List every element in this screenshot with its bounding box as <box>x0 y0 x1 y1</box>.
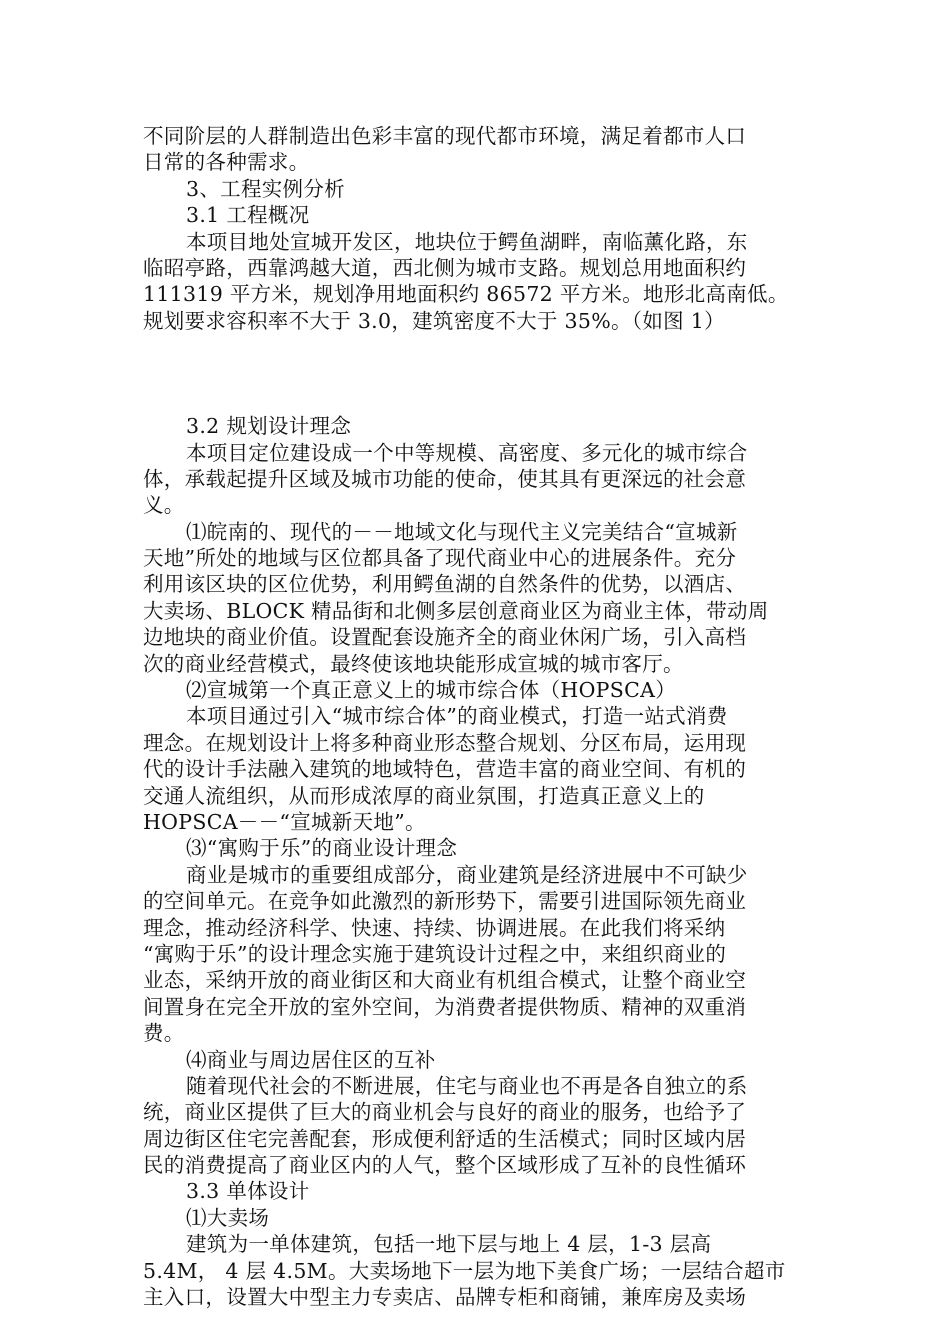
text-line: 的空间单元。在竞争如此激烈的新形势下，需要引进国际领先商业 <box>143 889 747 914</box>
subsection-heading: 3.3 单体设计 <box>186 1179 310 1204</box>
text-line: “寓购于乐”的设计理念实施于建筑设计过程之中，来组织商业的 <box>143 941 727 966</box>
text-line: 日常的各种需求。 <box>143 150 310 175</box>
subsection-heading: 3.1 工程概况 <box>186 203 310 228</box>
text-line: 本项目定位建设成一个中等规模、高密度、多元化的城市综合 <box>186 440 748 465</box>
text-line: 次的商业经营模式，最终使该地块能形成宣城的城市客厅。 <box>143 651 684 676</box>
text-line: 本项目地处宣城开发区，地块位于鳄鱼湖畔，南临薰化路，东 <box>186 229 748 254</box>
text-line: 大卖场、BLOCK 精品街和北侧多层创意商业区为商业主体，带动周 <box>143 598 769 623</box>
text-line: 利用该区块的区位优势，利用鳄鱼湖的自然条件的优势，以酒店、 <box>143 572 747 597</box>
text-line: 理念，推动经济科学、快速、持续、协调进展。在此我们将采纳 <box>143 915 726 940</box>
text-line: 间置身在完全开放的室外空间，为消费者提供物质、精神的双重消 <box>143 994 747 1019</box>
text-line: 建筑为一单体建筑，包括一地下层与地上 4 层，1-3 层高 <box>186 1232 712 1257</box>
item-heading: ⑶“寓购于乐”的商业设计理念 <box>186 836 458 861</box>
section-heading: 3、工程实例分析 <box>186 176 345 201</box>
text-line: 周边街区住宅完善配套，形成便利舒适的生活模式；同时区域内居 <box>143 1126 747 1151</box>
text-line: 业态，采纳开放的商业街区和大商业有机组合模式，让整个商业空 <box>143 968 747 993</box>
figure-gap <box>143 334 815 413</box>
text-line: 边地块的商业价值。设置配套设施齐全的商业休闲广场，引入高档 <box>143 625 747 650</box>
text-line: 规划要求容积率不大于 3.0，建筑密度不大于 35%。（如图 1） <box>143 308 725 333</box>
text-line: 不同阶层的人群制造出色彩丰富的现代都市环境，满足着都市人口 <box>143 124 747 148</box>
text-line: 随着现代社会的不断进展，住宅与商业也不再是各自独立的系 <box>186 1073 748 1098</box>
text-line: 代的设计手法融入建筑的地域特色，营造丰富的商业空间、有机的 <box>143 757 747 782</box>
text-line: HOPSCA－－“宣城新天地”。 <box>143 809 426 834</box>
text-line: 理念。在规划设计上将多种商业形态整合规划、分区布局，运用现 <box>143 730 747 755</box>
text-line: 5.4M， 4 层 4.5M。大卖场地下一层为地下美食广场；一层结合超市 <box>143 1258 786 1283</box>
text-line: ⑴皖南的、现代的－－地域文化与现代主义完美结合“宣城新 <box>186 519 738 544</box>
text-line: 本项目通过引入“城市综合体”的商业模式，打造一站式消费 <box>186 704 728 729</box>
text-line: 111319 平方米，规划净用地面积约 86572 平方米。地形北高南低。 <box>143 282 789 307</box>
text-line: 临昭亭路，西靠鸿越大道，西北侧为城市支路。规划总用地面积约 <box>143 255 747 280</box>
item-heading: ⑵宣城第一个真正意义上的城市综合体（HOPSCA） <box>186 678 677 703</box>
text-line: 义。 <box>143 493 185 518</box>
document-body <box>143 123 815 1310</box>
text-line: 民的消费提高了商业区内的人气，整个区域形成了互补的良性循环 <box>143 1153 747 1178</box>
text-line: 主入口，设置大中型主力专卖店、品牌专柜和商铺，兼库房及卖场 <box>143 1285 747 1310</box>
subsection-heading: 3.2 规划设计理念 <box>186 414 352 439</box>
text-line: 体，承载起提升区域及城市功能的使命，使其具有更深远的社会意 <box>143 466 747 491</box>
text-line: 统，商业区提供了巨大的商业机会与良好的商业的服务，也给予了 <box>143 1100 747 1125</box>
text-line: 交通人流组织，从而形成浓厚的商业氛围，打造真正意义上的 <box>143 783 705 808</box>
text-line: 商业是城市的重要组成部分，商业建筑是经济进展中不可缺少 <box>186 862 748 887</box>
item-heading: ⑷商业与周边居住区的互补 <box>186 1047 436 1072</box>
text-line: 费。 <box>143 1021 185 1046</box>
item-heading: ⑴大卖场 <box>186 1205 270 1230</box>
text-line: 天地”所处的地域与区位都具备了现代商业中心的进展条件。充分 <box>143 546 737 571</box>
